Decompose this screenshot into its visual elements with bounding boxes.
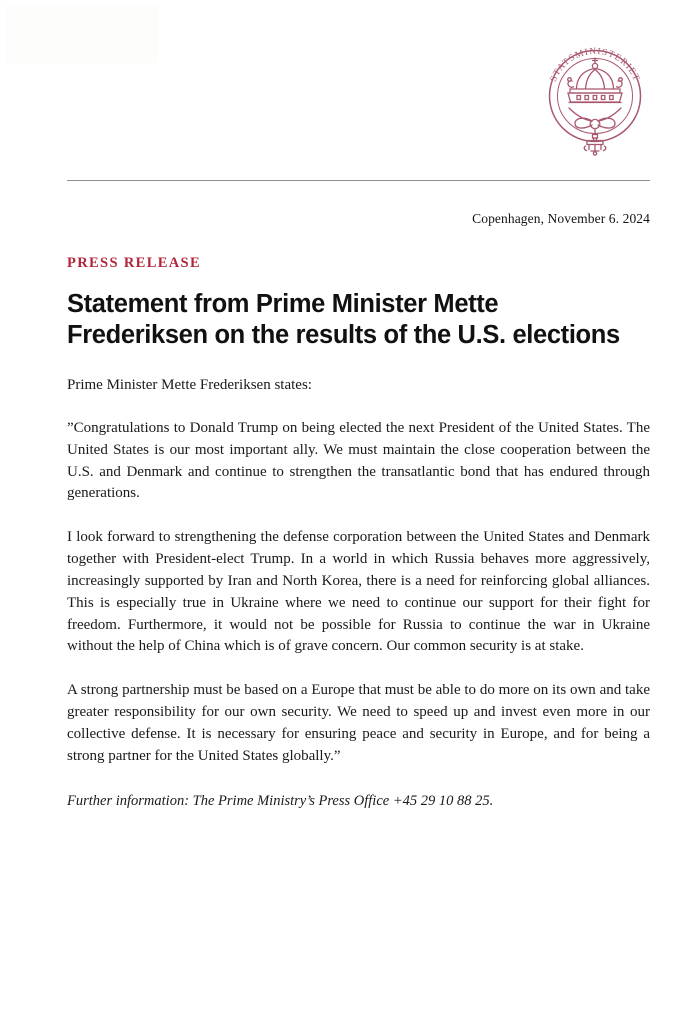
document-body — [67, 256, 650, 812]
statement-paragraph-3: A strong partnership must be based on a Europe that must be able to do more on its own and take greater responsibility for our own security. We need to speed up and invest even more in our collective defense. It is necessary for ensuring peace and security in Europe, and for being a strong partner for the United States globally.” — [67, 682, 650, 764]
header-divider — [67, 180, 650, 181]
statement-paragraph-2: I look forward to strengthening the defense corporation between the United States and Denmark together with President-elect Trump. In a world in which Russia behaves more aggressively, increasingly supported by Iran and North Korea, there is a need for reinforcing global alliances. This is especially true in Ukraine where we need to continue our support for their fight for freedom. Furthermore, it would not be possible for Russia to continue the war in Ukraine without the help of China which is of grave concern. Our common security is at stake. — [67, 529, 650, 655]
press-release-label: PRESS RELEASE — [67, 255, 201, 271]
svg-text:STATSMINISTERIET: STATSMINISTERIET — [548, 46, 642, 84]
further-information-note: Further information: The Prime Ministry’s Press Office +45 29 10 88 25. — [67, 793, 494, 810]
letterhead — [0, 0, 689, 172]
royal-crown-crest-icon — [539, 34, 651, 162]
lede-paragraph: Prime Minister Mette Frederiksen states: — [67, 376, 312, 393]
statement-paragraph-1: ”Congratulations to Donald Trump on being elected the next President of the United States. The United States is our most important ally. We must maintain the close cooperation between the U.S. and Denmark and continue to strengthen the transatlantic bond that has endured through generations. — [67, 420, 650, 502]
dateline: Copenhagen, November 6. 2024 — [472, 211, 650, 226]
page-title: Statement from Prime Minister Mette Frederiksen on the results of the U.S. elections — [67, 289, 620, 349]
